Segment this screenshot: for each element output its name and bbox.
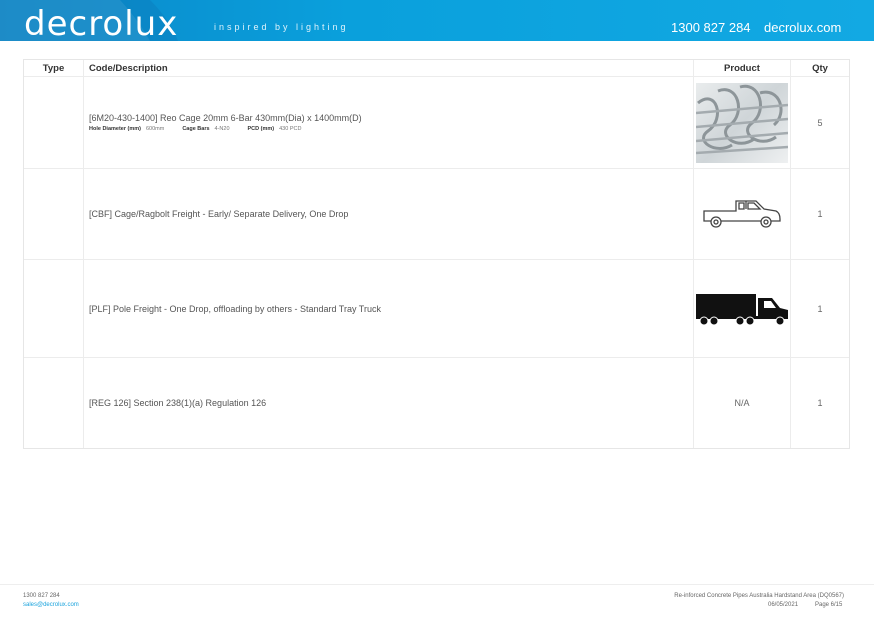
footer-page-number: Page 6/15 [815,602,843,608]
footer-phone[interactable]: 1300 827 284 [23,593,60,599]
table-header-row [24,60,849,77]
attribute-value: 600mm [145,126,165,132]
row-description: [CBF] Cage/Ragbolt Freight - Early/ Separate Delivery, One Drop [89,209,349,219]
row-type-cell [24,77,84,168]
footer-divider [0,584,874,585]
row-description: [PLF] Pole Freight - One Drop, offloading by others - Standard Tray Truck [89,303,381,314]
row-qty-cell [791,77,849,168]
pickup-truck-icon [702,197,782,231]
row-qty: 1 [817,209,823,219]
row-type-cell [24,358,84,448]
footer-date: 06/05/2021 [768,602,799,608]
footer-document-title: Re-inforced Concrete Pipes Australia Hardstand Area (DQ0567) [674,593,844,599]
row-description-cell [84,260,694,357]
row-qty: 1 [817,303,823,314]
row-description-cell [84,77,694,168]
column-header-type: Type [24,60,84,76]
table-row [24,260,849,358]
row-attributes [89,126,362,132]
row-qty: 1 [817,398,823,408]
semi-truck-icon [696,292,788,326]
row-description-cell [84,169,694,259]
row-qty-cell [791,169,849,259]
product-not-applicable: N/A [734,398,750,408]
row-product-cell [694,260,791,357]
reo-cage-photo [696,83,788,163]
column-header-product: Product [694,60,791,76]
page-header [0,0,874,41]
row-type-cell [24,169,84,259]
brand-logo[interactable]: decrolux [24,4,179,41]
footer-email-link[interactable]: sales@decrolux.com [23,602,79,608]
quote-table [23,59,850,449]
column-header-description: Code/Description [84,60,694,76]
row-description: [6M20-430-1400] Reo Cage 20mm 6-Bar 430mm(Dia) x 1400mm(D) [89,113,362,123]
attribute-key: Cage Bars [182,126,210,132]
row-type-cell [24,260,84,357]
table-row [24,169,849,260]
header-phone[interactable]: 1300 827 284 [671,20,751,35]
row-product-cell [694,169,791,259]
attribute-key: Hole Diameter (mm) [89,126,141,132]
table-row [24,358,849,448]
row-product-cell [694,77,791,168]
row-description-cell [84,358,694,448]
row-qty-cell [791,260,849,357]
row-description: [REG 126] Section 238(1)(a) Regulation 126 [89,398,267,408]
column-header-qty: Qty [812,63,828,74]
row-product-cell [694,358,791,448]
row-qty: 5 [817,117,823,128]
attribute-key: PCD (mm) [247,126,275,132]
table-row [24,77,849,169]
attribute-value: 430 PCD [279,126,302,132]
attribute-value: 4-N20 [214,126,230,132]
brand-tagline: inspired by lighting [214,22,349,32]
header-website[interactable]: decrolux.com [764,20,842,35]
row-qty-cell [791,358,849,448]
